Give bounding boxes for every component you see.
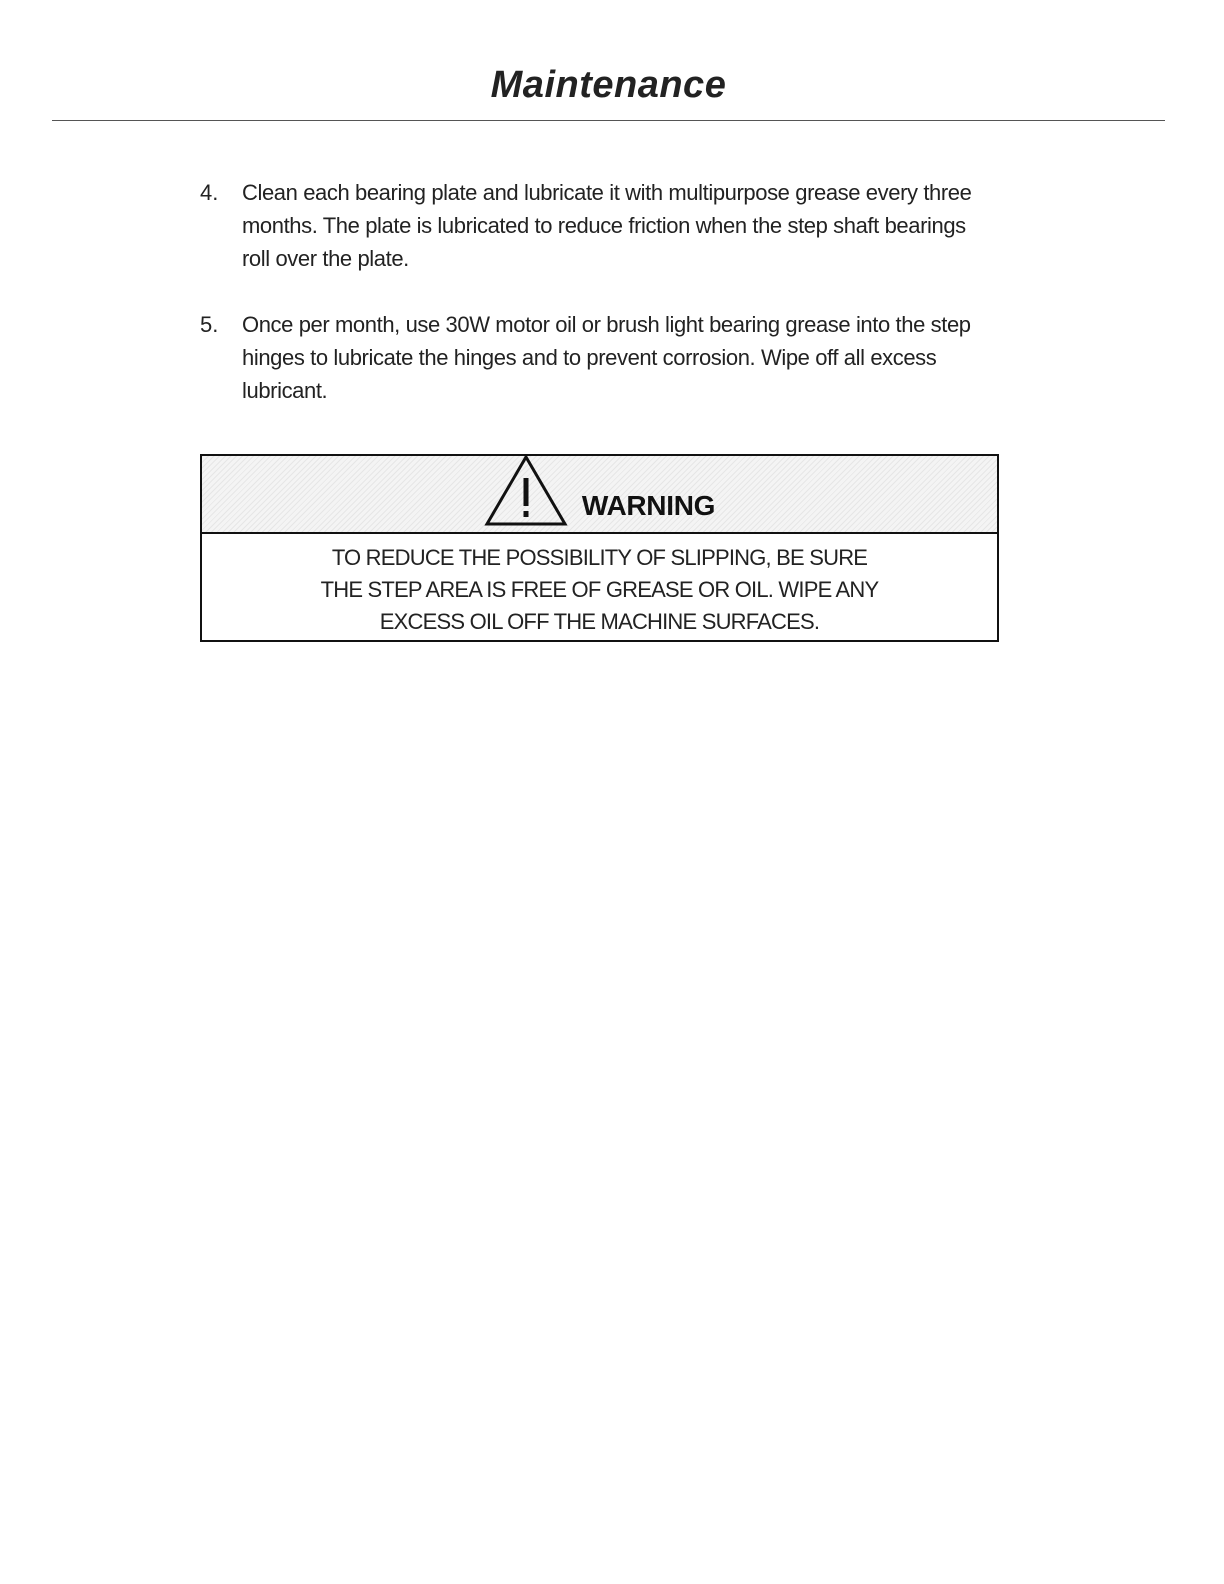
page-header [52, 58, 1165, 121]
warning-line: TO REDUCE THE POSSIBILITY OF SLIPPING, BE SURE [331, 545, 868, 570]
warning-header [202, 456, 997, 534]
step-number: 5. [200, 312, 219, 337]
warning-box [200, 454, 999, 642]
warning-line: EXCESS OIL OFF THE MACHINE SURFACES. [379, 609, 820, 634]
maintenance-steps-list [200, 176, 990, 407]
warning-line: THE STEP AREA IS FREE OF GREASE OR OIL. WIPE ANY [320, 577, 879, 602]
warning-triangle-icon [484, 454, 568, 526]
step-text: Clean each bearing plate and lubricate it with multipurpose grease every three months. The plate is lubricated to reduce friction when the step shaft bearings roll over the plate. [242, 180, 972, 271]
warning-label: WARNING [581, 490, 716, 521]
list-item-step-5 [200, 308, 990, 407]
step-text: Once per month, use 30W motor oil or brush light bearing grease into the step hinges to lubricate the hinges and to prevent corrosion. Wipe off all excess lubricant. [242, 312, 971, 403]
step-number: 4. [200, 180, 219, 205]
list-item-step-4 [200, 176, 990, 275]
page-title: Maintenance [490, 64, 727, 106]
warning-body [202, 534, 997, 638]
